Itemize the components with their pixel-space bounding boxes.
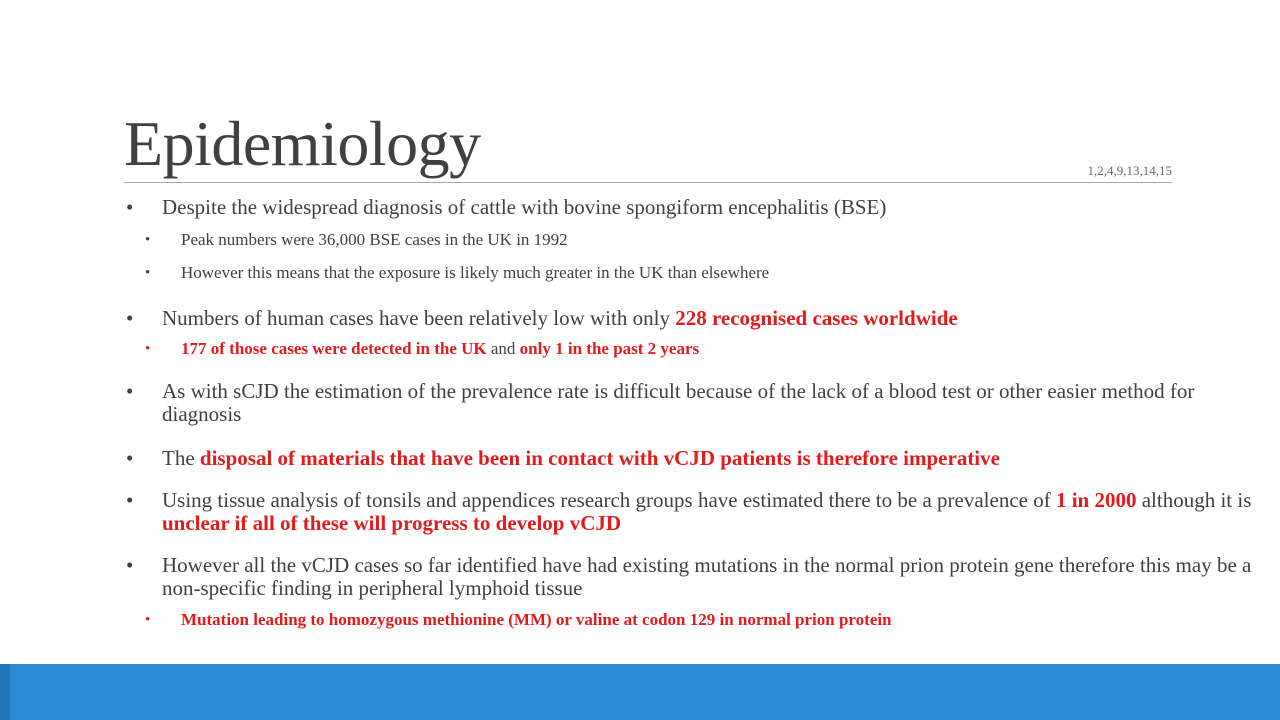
bullet-text: Using tissue analysis of tonsils and appendices research groups have estimated there to be a prevalence of [162, 488, 1056, 512]
bullet-dot-icon: • [126, 488, 134, 512]
bullet-text: However this means that the exposure is likely much greater in the UK than elsewhere [181, 263, 770, 282]
bullet-dot-icon: • [145, 341, 151, 357]
footer-accent-edge [0, 664, 10, 720]
bullet-dot-icon: • [145, 232, 151, 248]
bullet-text: Despite the widespread diagnosis of cattle with bovine spongiform encephalitis (BSE) [162, 195, 887, 219]
bullet-text: Numbers of human cases have been relatively low with only [162, 306, 676, 330]
emphasis-text: unclear if all of these will progress to develop vCJD [162, 511, 622, 535]
bullet-text: The [162, 446, 200, 470]
bullet-text: As with sCJD the estimation of the prevalence rate is difficult because of the lack of a blood test or other easier method for diagnosis [162, 379, 1195, 426]
emphasis-text: only 1 in the past 2 years [519, 339, 700, 358]
bullet-text: Peak numbers were 36,000 BSE cases in the UK in 1992 [181, 230, 568, 249]
bullet-mutations [126, 554, 1256, 600]
references-label: 1,2,4,9,13,14,15 [1087, 163, 1172, 178]
emphasis-text: 177 of those cases were detected in the UK [181, 339, 487, 358]
bullet-dot-icon: • [126, 379, 134, 403]
emphasis-text: disposal of materials that have been in contact with vCJD patients is therefore imperative [199, 446, 1000, 470]
bullet-dot-icon: • [145, 612, 151, 628]
bullet-prevalence-estimation [126, 380, 1256, 426]
bullet-tissue-analysis [126, 489, 1256, 535]
bullet-bse-diagnosis [126, 196, 1256, 219]
subbullet-codon-129 [126, 610, 1256, 630]
subbullet-uk-cases [126, 339, 1256, 359]
bullet-dot-icon: • [126, 446, 134, 470]
bullet-dot-icon: • [126, 553, 134, 577]
emphasis-text: Mutation leading to homozygous methionine (MM) or valine at codon 129 in normal prion protein [181, 610, 892, 629]
title-divider [124, 182, 1172, 183]
bullet-list [126, 196, 1256, 630]
bullet-text: However all the vCJD cases so far identified have had existing mutations in the normal prion protein gene therefore this may be a non-specific finding in peripheral lymphoid tissue [162, 553, 1252, 600]
bullet-disposal [126, 447, 1256, 470]
subbullet-peak-numbers [126, 230, 1256, 250]
subbullet-exposure [126, 263, 1256, 283]
emphasis-text: 1 in 2000 [1055, 488, 1137, 512]
bullet-text: although it is [1136, 488, 1252, 512]
footer-accent-band [0, 664, 1280, 720]
emphasis-text: 228 recognised cases worldwide [675, 306, 958, 330]
bullet-text: and [486, 339, 520, 358]
bullet-human-cases [126, 307, 1256, 330]
bullet-dot-icon: • [145, 265, 151, 281]
bullet-dot-icon: • [126, 306, 134, 330]
slide-title: Epidemiology [124, 108, 481, 179]
bullet-dot-icon: • [126, 195, 134, 219]
